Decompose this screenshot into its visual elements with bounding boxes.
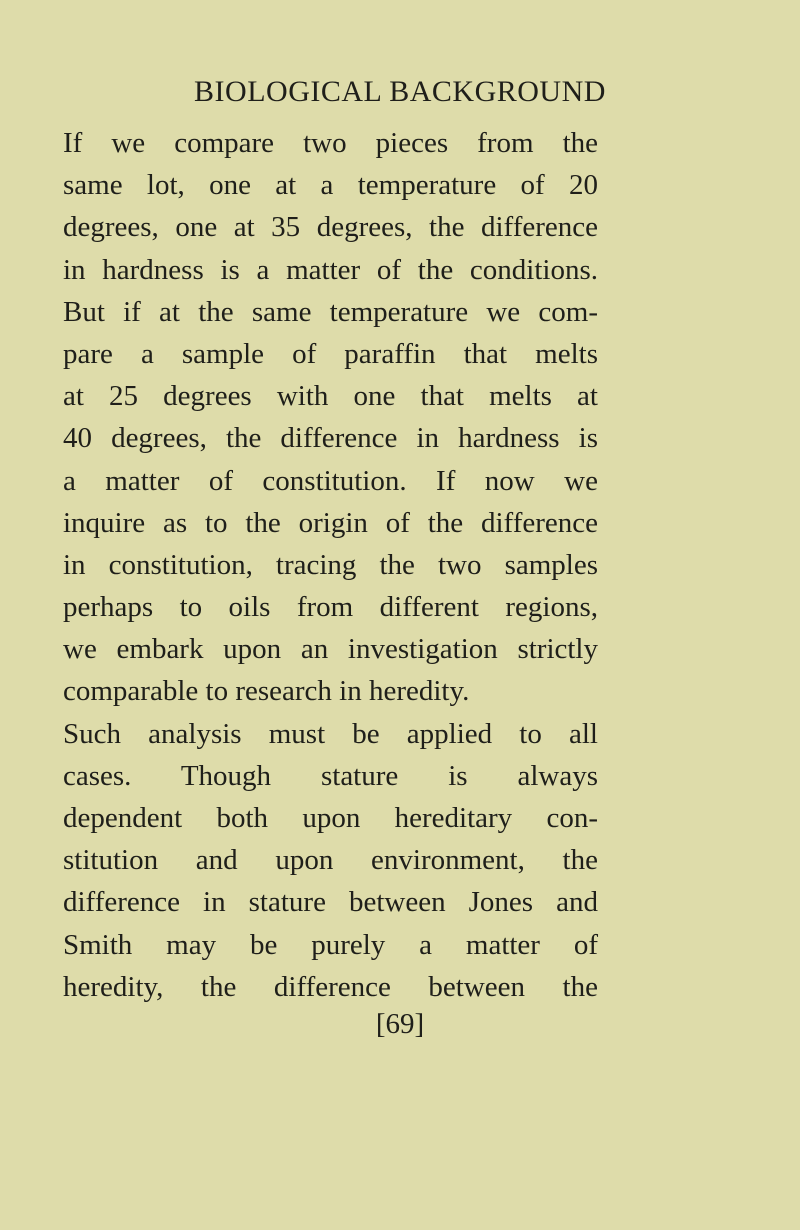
text-line: cases. Though stature is always [63, 759, 598, 792]
text-line: inquire as to the origin of the difference [63, 506, 598, 539]
text-line: degrees, one at 35 degrees, the difference [63, 211, 598, 244]
text-line: 40 degrees, the difference in hardness is [63, 422, 598, 455]
text-line: a matter of constitution. If now we [63, 464, 598, 497]
text-line: dependent both upon hereditary con- [63, 802, 598, 834]
text-line: in constitution, tracing the two samples [63, 548, 598, 581]
paragraph-2 [63, 713, 598, 1008]
text-line: But if at the same temperature we com- [63, 295, 598, 328]
text-line: perhaps to oils from different regions, [63, 591, 598, 624]
text-line: If we compare two pieces from the [63, 127, 598, 159]
text-line: stitution and upon environment, the [63, 844, 598, 877]
text-line: pare a sample of paraffin that melts [63, 337, 598, 370]
text-line: in hardness is a matter of the conditions. [63, 253, 598, 286]
text-line: same lot, one at a temperature of 20 [63, 169, 598, 202]
text-line: Smith may be purely a matter of [63, 928, 598, 961]
text-line: heredity, the difference between the [63, 970, 598, 1003]
text-line: Such analysis must be applied to all [63, 717, 598, 750]
text-line: at 25 degrees with one that melts at [63, 380, 598, 413]
running-header: BIOLOGICAL BACKGROUND [194, 75, 606, 108]
text-line: we embark upon an investigation strictly [63, 633, 598, 666]
text-line: difference in stature between Jones and [63, 886, 598, 919]
page-number: [69] [375, 1008, 425, 1040]
body-text [63, 122, 598, 1008]
paragraph-1 [63, 122, 598, 713]
text-line: comparable to research in heredity. [63, 675, 470, 708]
